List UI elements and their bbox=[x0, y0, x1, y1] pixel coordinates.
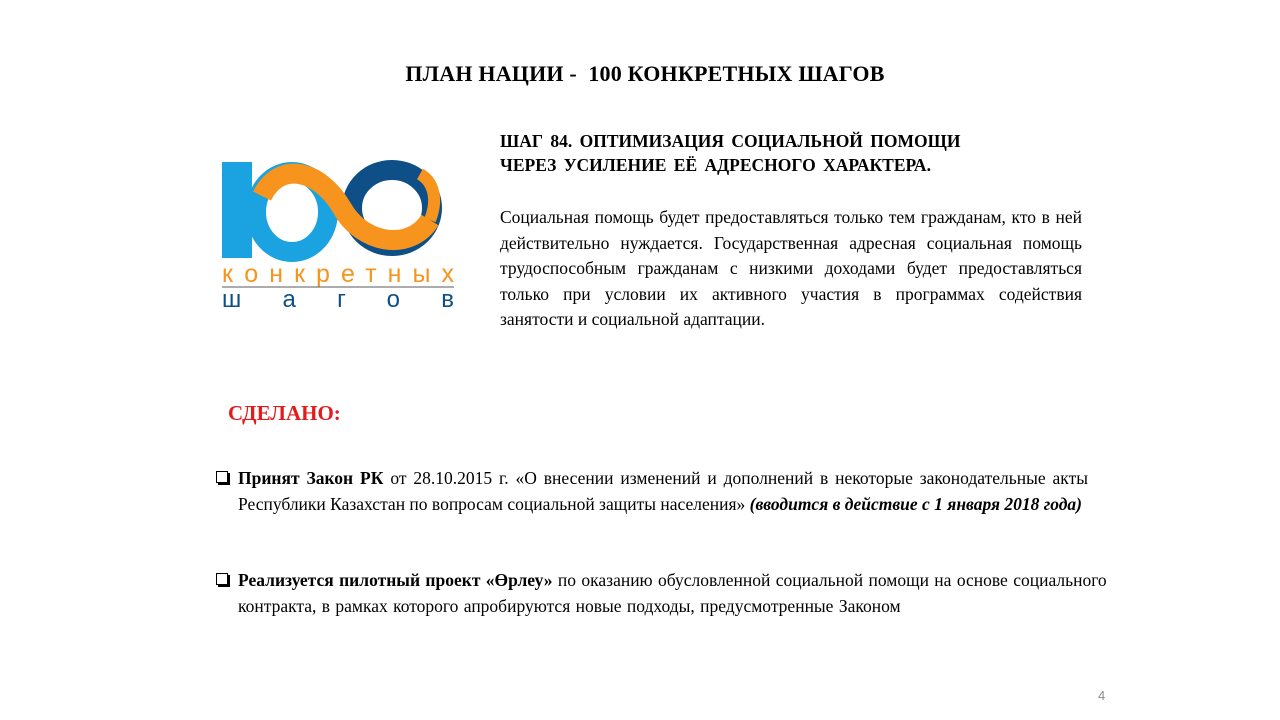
100-steps-logo-icon bbox=[220, 160, 456, 310]
page-number: 4 bbox=[1098, 688, 1106, 703]
100-steps-logo bbox=[220, 160, 456, 310]
step-description: Социальная помощь будет предоставляться только тем гражданам, кто в ней действительно нуждается. Государственная адресная социальная помощь трудоспособным гражданам с низкими доходами будет предоставляться только при условии их активного участия в программах содействия занятости и социальной адаптации. bbox=[500, 207, 1082, 329]
item-bold-text: Реализуется пилотный проект «Өрлеу» bbox=[238, 570, 553, 590]
checkbox-bullet-icon bbox=[216, 471, 228, 483]
step-heading bbox=[500, 129, 1060, 177]
slide-title: ПЛАН НАЦИИ - 100 КОНКРЕТНЫХ ШАГОВ bbox=[405, 61, 885, 86]
item-italic-note: (вводится в действие с 1 января 2018 года) bbox=[749, 494, 1083, 514]
list-item bbox=[216, 465, 1088, 517]
list-item bbox=[216, 567, 1116, 619]
done-label: СДЕЛАНО: bbox=[228, 401, 341, 425]
logo-line2: шагов bbox=[222, 286, 454, 310]
item-text: от 28.10.2015 г. «О внесении изменений и дополнений в некоторые законодательные акты Республики Казахстан по вопросам социальной защиты населения» bbox=[238, 468, 1088, 514]
checkbox-bullet-icon bbox=[216, 573, 228, 585]
item-text: по оказанию обусловленной социальной помощи на основе социального контракта, в рамках которого апробируются новые подходы, предусмотренные Законом bbox=[238, 570, 1107, 616]
item-bold-text: Принят Закон РК bbox=[238, 468, 384, 488]
step-heading-line1: ШАГ 84. ОПТИМИЗАЦИЯ СОЦИАЛЬНОЙ ПОМОЩИ bbox=[500, 131, 961, 151]
logo-line1: конкретных bbox=[222, 260, 454, 288]
step-heading-line2: ЧЕРЕЗ УСИЛЕНИЕ ЕЁ АДРЕСНОГО ХАРАКТЕРА. bbox=[500, 155, 931, 175]
